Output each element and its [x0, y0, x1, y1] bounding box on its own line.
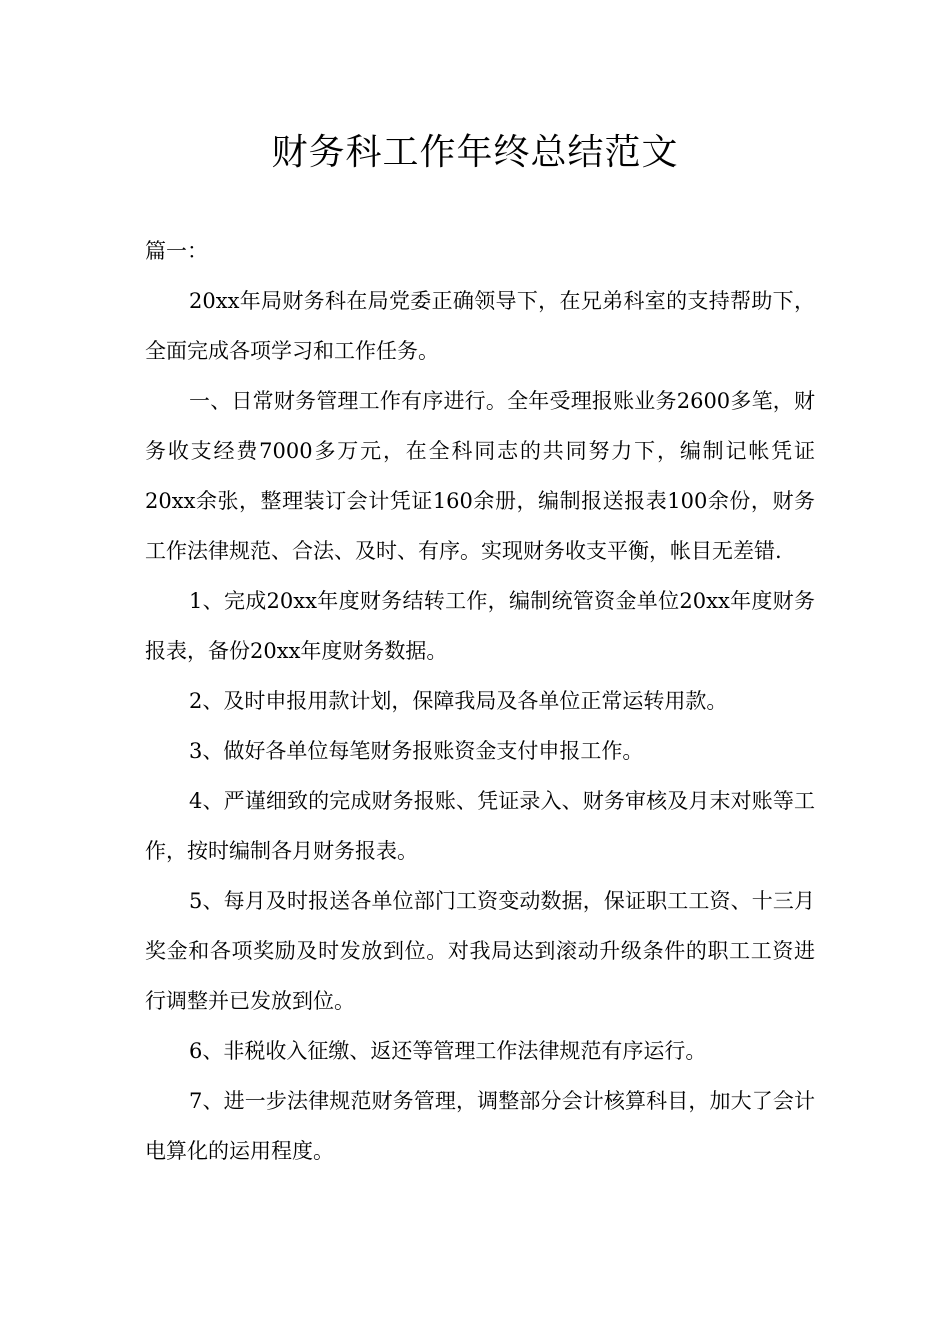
paragraph-item-3: 3、做好各单位每笔财务报账资金支付申报工作。 — [189, 739, 644, 763]
paragraph-item-6: 6、非税收入征缴、返还等管理工作法律规范有序运行。 — [189, 1039, 707, 1063]
document-body — [145, 226, 815, 1176]
paragraph-item-4: 4、严谨细致的完成财务报账、凭证录入、财务审核及月末对账等工作，按时编制各月财务报表。 — [145, 789, 815, 863]
paragraph-item-7: 7、进一步法律规范财务管理，调整部分会计核算科目，加大了会计电算化的运用程度。 — [145, 1089, 815, 1163]
page-title: 财务科工作年终总结范文 — [271, 132, 679, 173]
section-label: 篇一： — [145, 239, 208, 263]
paragraph-daily-management: 一、日常财务管理工作有序进行。全年受理报账业务2600多笔，财务收支经费7000多万元，在全科同志的共同努力下，编制记帐凭证20xx余张，整理装订会计凭证160余册，编制报送报表100余份，财务工作法律规范、合法、及时、有序。实现财务收支平衡，帐目无差错. — [145, 389, 815, 563]
paragraph-item-2: 2、及时申报用款计划，保障我局及各单位正常运转用款。 — [189, 689, 728, 713]
paragraph-item-1: 1、完成20xx年度财务结转工作，编制统管资金单位20xx年度财务报表，备份20xx年度财务数据。 — [145, 589, 815, 663]
paragraph-intro: 20xx年局财务科在局党委正确领导下，在兄弟科室的支持帮助下，全面完成各项学习和工作任务。 — [145, 289, 815, 363]
paragraph-item-5: 5、每月及时报送各单位部门工资变动数据，保证职工工资、十三月奖金和各项奖励及时发放到位。对我局达到滚动升级条件的职工工资进行调整并已发放到位。 — [145, 889, 815, 1013]
